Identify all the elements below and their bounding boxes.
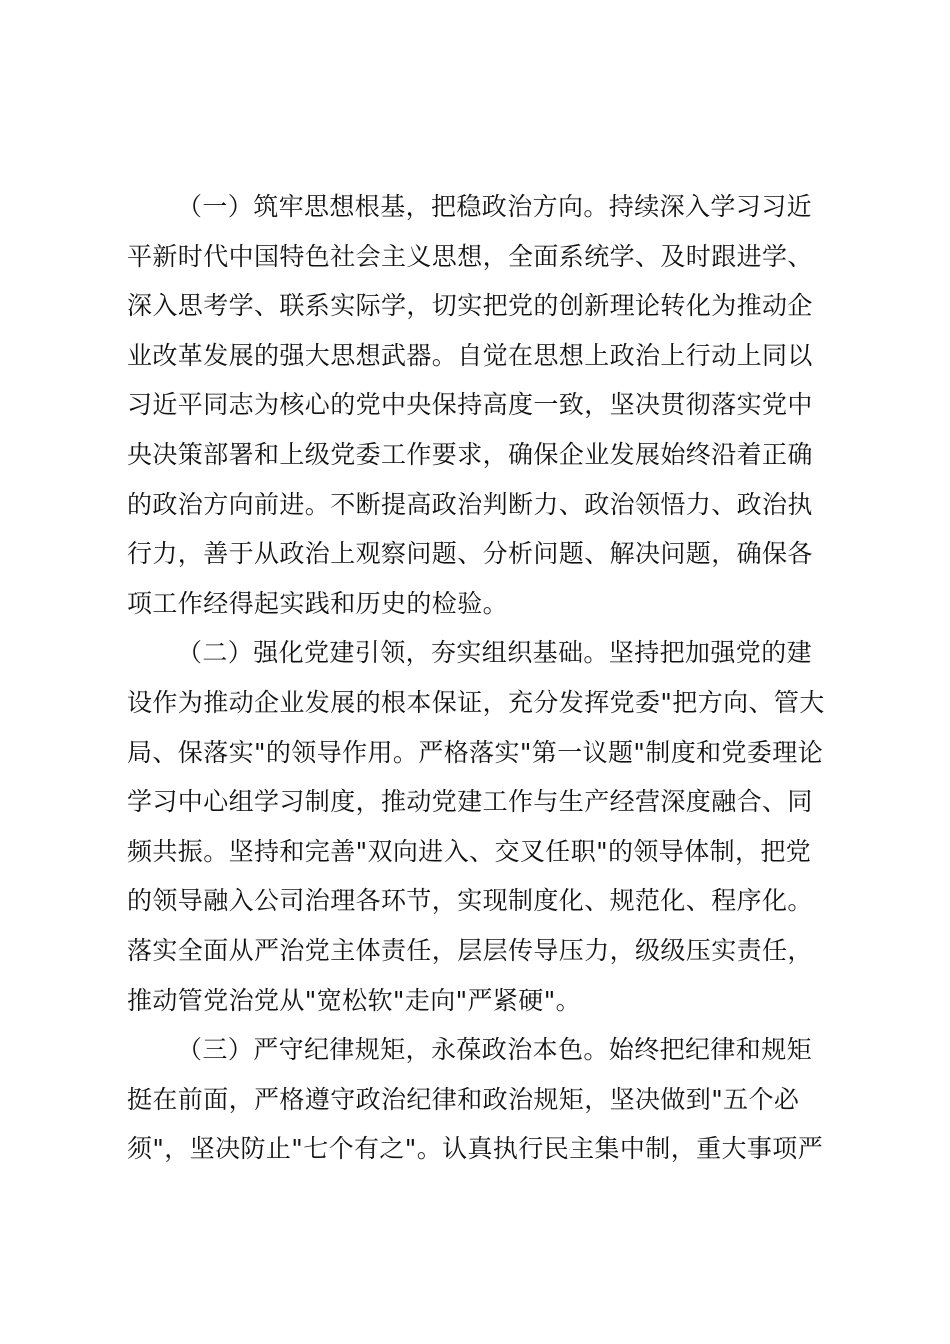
paragraph-1-line-8: 行力，善于从政治上观察问题、分析问题、解决问题，确保各 <box>127 539 813 569</box>
paragraph-1-line-5: 习近平同志为核心的党中央保持高度一致，坚决贯彻落实党中 <box>127 390 813 420</box>
paragraph-1-line-7: 的政治方向前进。不断提高政治判断力、政治领悟力、政治执 <box>127 489 813 519</box>
paragraph-1-line-9: 项工作经得起实践和历史的检验。 <box>127 588 509 618</box>
paragraph-1-line-6: 央决策部署和上级党委工作要求，确保企业发展始终沿着正确 <box>127 439 813 469</box>
paragraph-2-line-5: 频共振。坚持和完善"双向进入、交叉任职"的领导体制，把党 <box>127 836 812 866</box>
paragraph-3-line-1: （三）严守纪律规矩，永葆政治本色。始终把纪律和规矩 <box>177 1035 813 1065</box>
document-body <box>127 182 832 1174</box>
paragraph-2-line-3: 局、保落实"的领导作用。严格落实"第一议题"制度和党委理论 <box>127 737 824 767</box>
paragraph-2-line-8: 推动管党治党从"宽松软"走向"严紧硬"。 <box>127 985 581 1015</box>
paragraph-2-line-4: 学习中心组学习制度，推动党建工作与生产经营深度融合、同 <box>127 787 813 817</box>
paragraph-1-line-4: 业改革发展的强大思想武器。自觉在思想上政治上行动上同以 <box>127 340 813 370</box>
paragraph-3-line-3: 须"，坚决防止"七个有之"。认真执行民主集中制，重大事项严 <box>127 1134 824 1164</box>
paragraph-2-line-2: 设作为推动企业发展的根本保证，充分发挥党委"把方向、管大 <box>127 687 825 717</box>
paragraph-2-line-7: 落实全面从严治党主体责任，层层传导压力，级级压实责任， <box>127 935 813 965</box>
paragraph-1-line-2: 平新时代中国特色社会主义思想，全面系统学、及时跟进学、 <box>127 241 813 271</box>
paragraph-2-line-1: （二）强化党建引领，夯实组织基础。坚持把加强党的建 <box>177 638 813 668</box>
paragraph-1-line-1: （一）筑牢思想根基，把稳政治方向。持续深入学习习近 <box>177 192 813 221</box>
paragraph-3-line-2: 挺在前面，严格遵守政治纪律和政治规矩，坚决做到"五个必 <box>127 1084 800 1114</box>
paragraph-2-line-6: 的领导融入公司治理各环节，实现制度化、规范化、程序化。 <box>127 886 813 916</box>
paragraph-1-line-3: 深入思考学、联系实际学，切实把党的创新理论转化为推动企 <box>127 291 813 321</box>
